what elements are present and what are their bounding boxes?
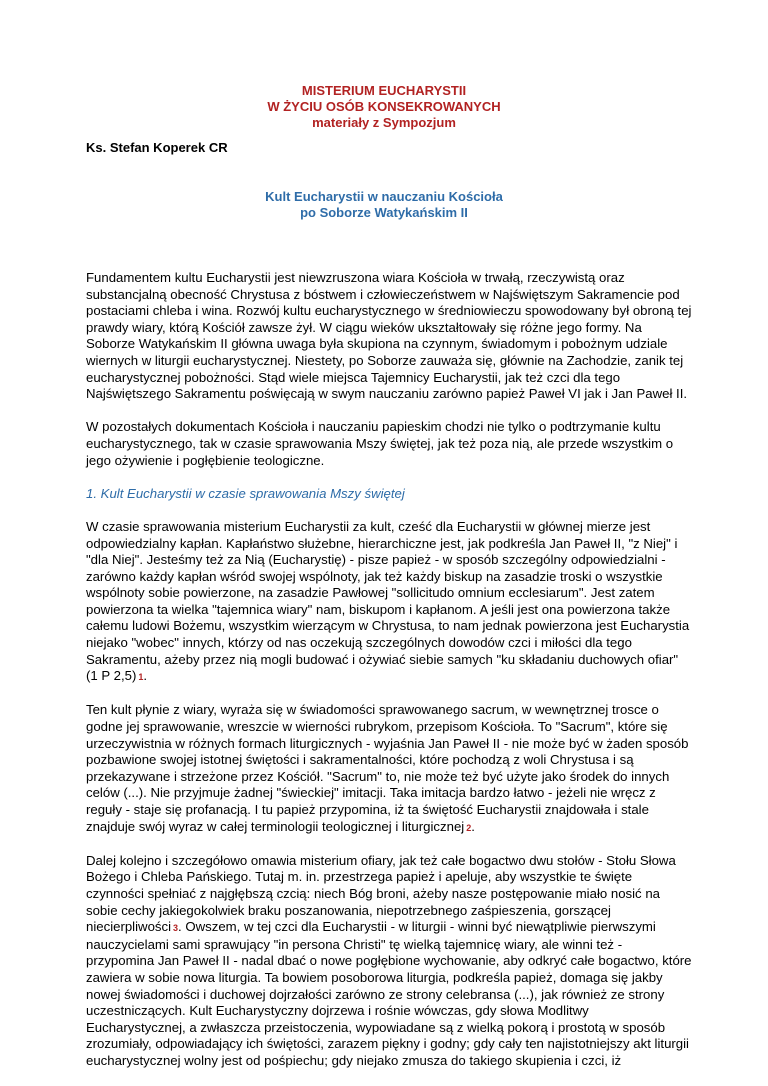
section-heading-1: 1. Kult Eucharystii w czasie sprawowania Mszy świętej: [86, 485, 405, 501]
paragraph-1: Fundamentem kultu Eucharystii jest niewzruszona wiara Kościoła w trwałą, rzeczywistą oraz substancjalną obecność Chrystusa z bóstwem i człowieczeństwem w Najświętszym Sakramencie pod postaciami chleba i wina. Rozwój kultu eucharystycznego w średniowieczu spowodowany był obroną tej prawdy wiary, którą Kościół zawsze żył. W ciągu wieków ukształtowały się różne jego formy. Na Soborze Watykańskim II główna uwaga była skupiona na czynnym, świadomym i pobożnym udziale wiernych w liturgii eucharystycznej. Niestety, po Soborze zauważa się, głównie na Zachodzie, zanik tej eucharystycznej pobożności. Stąd wiele miejsca Tajemnicy Eucharystii, jak też czci dla tego Najświętszego Sakramentu poświęcają w swym nauczaniu zarówno papież Paweł VI jak i Jan Paweł II.: [86, 270, 692, 402]
document-header: [0, 83, 768, 131]
paragraph-5: Dalej kolejno i szczegółowo omawia misterium ofiary, jak też całe bogactwo dwu stołów - Stołu Słowa Bożego i Chleba Pańskiego. Tutaj m. in. przestrzega papież i apeluje, aby wszystkie te święte czynności spełniać z najgłębszą czcią: niech Bóg broni, ażeby nasze postępowanie miało nosić na sobie cechy jakiegokolwiek braku poszanowania, niepotrzebnego zaśpieszenia, gorszącej niecierpliwości 3. Owszem, w tej czci dla Eucharystii - w liturgii - winni być niewątpliwie pierwszymi nauczycielami sami sprawujący "in persona Christi" tę wielką tajemnicę wiary, ale winni też - przypomina Jan Paweł II - nadal dbać o nowe pogłębione wychowanie, aby odkryć całe bogactwo, które zawiera w sobie nowa liturgia. Ta bowiem posoborowa liturgia, podkreśla papież, domaga się jakby nowej świadomości i duchowej dojrzałości zarówno ze strony celebransa (...), jak również ze strony uczestniczących. Kult Eucharystyczny dojrzewa i rośnie wówczas, gdy słowa Modlitwy Eucharystycznej, a zwłaszcza przeistoczenia, wypowiadane są z wielką pokorą i prostotą w sposób zrozumiały, odpowiadający ich świętości, zarazem piękny i godny; gdy cały ten najistotniejszy akt liturgii eucharystycznej wolny jest od pośpiechu; gdy niejako zmusza do takiego skupienia i czci, iż: [86, 852, 692, 1068]
article-body: [86, 270, 692, 1086]
article-title-line-1: Kult Eucharystii w nauczaniu Kościoła: [265, 189, 503, 204]
paragraph-3-text: W czasie sprawowania misterium Eucharystii za kult, cześć dla Eucharystii w głównej mierze jest odpowiedzialny kapłan. Kapłaństwo służebne, hierarchiczne jest, jak podkreśla Jan Paweł II, "z Niej" i "dla Niej". Jesteśmy też za Nią (Eucharystię) - pisze papież - w sposób szczególny odpowiedzialni - zarówno każdy kapłan wśród swojej wspólnoty, jak też każdy biskup na zasadzie troski o wszystkie wspólnoty sobie powierzone, na zasadzie Pawłowej "sollicitudo omnium ecclesiarum". Jest zatem powierzona ta wielka "tajemnica wiary" nam, biskupom i kapłanom. A jeśli jest ona powierzona także całemu ludowi Bożemu, wszystkim wierzącym w Chrystusa, to nam jednak powierzona jest Eucharystia niejako "wobec" innych, którzy od nas oczekują szczególnych dowodów czci i miłości dla tego Sakramentu, ażeby przez nią mogli budować i ożywiać siebie samych "ku składaniu duchowych ofiar" (1 P 2,5): [86, 518, 690, 684]
header-subtitle: materiały z Sympozjum: [312, 115, 456, 130]
paragraph-4-text: Ten kult płynie z wiary, wyraża się w świadomości sprawowanego sacrum, w wewnętrznej trosce o godne jej sprawowanie, wreszcie w wierności rubrykom, przepisom Kościoła. To "Sacrum", które się urzeczywistnia w różnych formach liturgicznych - wyjaśnia Jan Paweł II - nie może być w żaden sposób pozbawione swojej istotnej świętości i sakramentalności, które pochodzą z woli Chrystusa i są przekazywane i strzeżone przez Kościół. "Sacrum" to, nie może też być użyte jako środek do innych celów (...). Nie przyjmuje żadnej "świeckiej" imitacji. Taka imitacja bardzo łatwo - jeżeli nie wręcz z reguły - staje się profanacją. I tu papież przypomina, iż ta świętość Eucharystii znajdowała i stale znajduje swój wyraz w całej terminologii teologicznej i liturgicznej: [86, 702, 689, 834]
footnote-ref-2[interactable]: 2: [466, 822, 472, 833]
paragraph-4: Ten kult płynie z wiary, wyraża się w świadomości sprawowanego sacrum, w wewnętrznej trosce o godne jej sprawowanie, wreszcie w wierności rubrykom, przepisom Kościoła. To "Sacrum", które się urzeczywistnia w różnych formach liturgicznych - wyjaśnia Jan Paweł II - nie może być w żaden sposób pozbawione swojej istotnej świętości i sakramentalności, które pochodzą z woli Chrystusa i są przekazywane i strzeżone przez Kościół. "Sacrum" to, nie może też być użyte jako środek do innych celów (...). Nie przyjmuje żadnej "świeckiej" imitacji. Taka imitacja bardzo łatwo - jeżeli nie wręcz z reguły - staje się profanacją. I tu papież przypomina, iż ta świętość Eucharystii znajdowała i stale znajduje swój wyraz w całej terminologii teologicznej i liturgicznej 2.: [86, 702, 689, 834]
footnote-ref-1[interactable]: 1: [138, 672, 144, 683]
article-title: [0, 189, 768, 221]
article-title-line-2: po Soborze Watykańskim II: [300, 205, 468, 220]
header-title-line-1: MISTERIUM EUCHARYSTII: [301, 83, 467, 98]
footnote-ref-3[interactable]: 3: [173, 923, 179, 934]
header-title-line-2: W ŻYCIU OSÓB KONSEKROWANYCH: [267, 99, 501, 114]
paragraph-3: W czasie sprawowania misterium Eucharystii za kult, cześć dla Eucharystii w głównej mierze jest odpowiedzialny kapłan. Kapłaństwo służebne, hierarchiczne jest, jak podkreśla Jan Paweł II, "z Niej" i "dla Niej". Jesteśmy też za Nią (Eucharystię) - pisze papież - w sposób szczególny odpowiedzialni - zarówno każdy kapłan wśród swojej wspólnoty, jak też każdy biskup na zasadzie troski o wszystkie wspólnoty sobie powierzone, na zasadzie Pawłowej "sollicitudo omnium ecclesiarum". Jest zatem powierzona ta wielka "tajemnica wiary" nam, biskupom i kapłanom. A jeśli jest ona powierzona także całemu ludowi Bożemu, wszystkim wierzącym w Chrystusa, to nam jednak powierzona jest Eucharystia niejako "wobec" innych, którzy od nas oczekują szczególnych dowodów czci i miłości dla tego Sakramentu, ażeby przez nią mogli budować i ożywiać siebie samych "ku składaniu duchowych ofiar" (1 P 2,5) 1.: [86, 518, 690, 684]
paragraph-5-text-a: Dalej kolejno i szczegółowo omawia misterium ofiary, jak też całe bogactwo dwu stołów - Stołu Słowa Bożego i Chleba Pańskiego. Tutaj m. in. przestrzega papież i apeluje, aby wszystkie te święte czynności spełniać z najgłębszą czcią: niech Bóg broni, ażeby nasze postępowanie miało nosić na sobie cechy jakiegokolwiek braku poszanowania, niepotrzebnego zaśpieszenia, gorszącej niecierpliwości: [86, 852, 676, 935]
paragraph-2: W pozostałych dokumentach Kościoła i nauczaniu papieskim chodzi nie tylko o podtrzymanie kultu eucharystycznego, tak w czasie sprawowania Mszy świętej, jak też poza nią, ale przede wszystkim o jego ożywienie i pogłębienie teologiczne.: [86, 419, 674, 468]
author-name: Ks. Stefan Koperek CR: [86, 140, 228, 155]
paragraph-5-text-b: Owszem, w tej czci dla Eucharystii - w liturgii - winni być niewątpliwie pierwszymi nauczycielami sami sprawujący "in persona Christi" tę wielką tajemnicę wiary, ale winni też - przypomina Jan Paweł II - nadal dbać o nowe pogłębione wychowanie, aby odkryć całe bogactwo, które zawiera w sobie nowa liturgia. Ta bowiem posoborowa liturgia, podkreśla papież, domaga się jakby nowej świadomości i duchowej dojrzałości zarówno ze strony celebransa (...), jak również ze strony uczestniczących. Kult Eucharystyczny dojrzewa i rośnie wówczas, gdy słowa Modlitwy Eucharystycznej, a zwłaszcza przeistoczenia, wypowiadane są z wielką pokorą i prostotą w sposób zrozumiały, odpowiadający ich świętości, zarazem piękny i godny; gdy cały ten najistotniejszy akt liturgii eucharystycznej wolny jest od pośpiechu; gdy niejako zmusza do takiego skupienia i czci, iż: [86, 919, 692, 1068]
